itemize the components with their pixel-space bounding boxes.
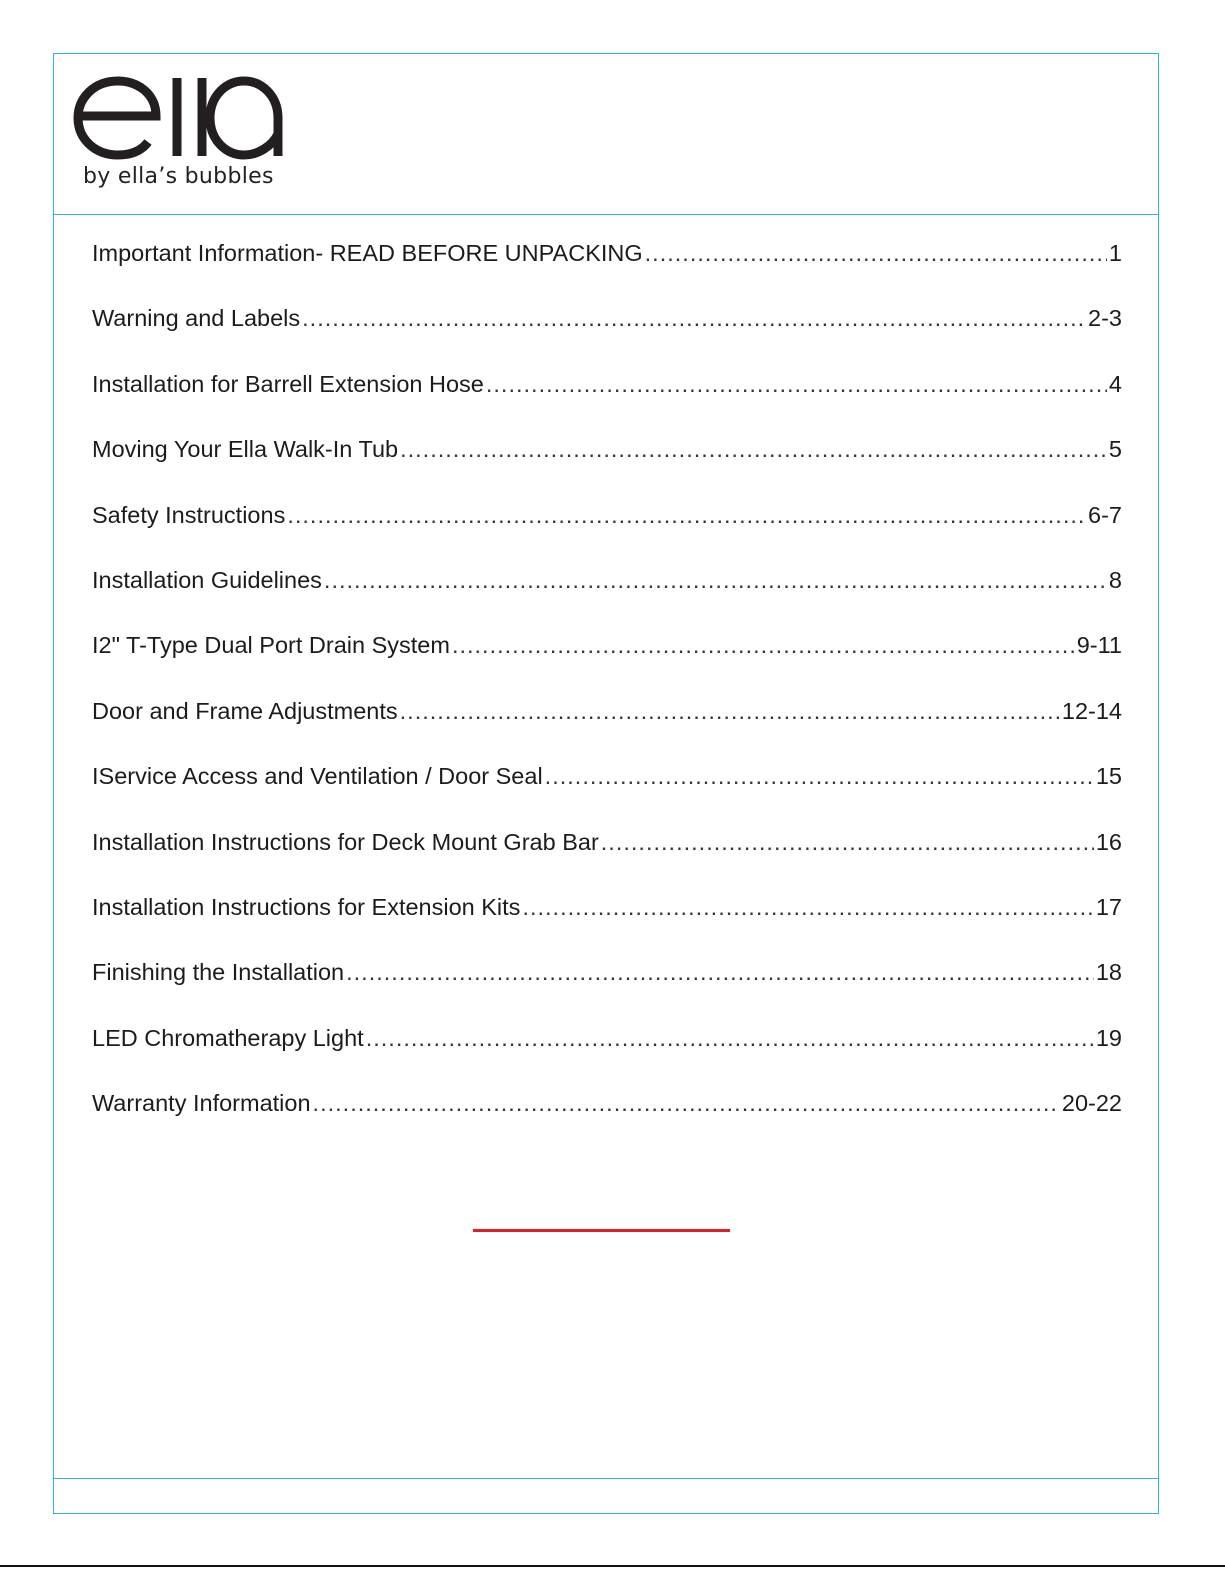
toc-entry-title: Door and Frame Adjustments — [92, 697, 398, 724]
toc-entry-page: 2-3 — [1088, 305, 1122, 332]
toc-entry[interactable] — [92, 698, 1122, 763]
toc-entry-title: Warning and Labels — [92, 305, 301, 332]
toc-entry-title: Installation for Barrell Extension Hose — [92, 370, 484, 397]
toc-entry-title: I2" T-Type Dual Port Drain System — [92, 632, 450, 659]
toc-dot-leader — [346, 959, 1094, 986]
toc-entry-title: Warranty Information — [92, 1090, 311, 1117]
toc-entry-page: 17 — [1095, 893, 1122, 920]
toc-entry-page: 20-22 — [1061, 1090, 1122, 1117]
toc-entry-title: Installation Guidelines — [92, 566, 322, 593]
toc-entry[interactable] — [92, 305, 1122, 370]
table-of-contents — [92, 240, 1122, 1155]
toc-entry-title: Finishing the Installation — [92, 959, 345, 986]
toc-entry-page: 1 — [1108, 240, 1122, 266]
footer-divider — [53, 1478, 1159, 1479]
toc-dot-leader — [452, 632, 1075, 659]
toc-dot-leader — [601, 829, 1094, 856]
page-bottom-edge — [0, 1565, 1225, 1567]
toc-entry-page: 18 — [1095, 959, 1122, 986]
toc-entry-title: IService Access and Ventilation / Door Seal — [92, 763, 543, 790]
toc-entry-title: Moving Your Ella Walk-In Tub — [92, 436, 399, 463]
toc-entry[interactable] — [92, 502, 1122, 567]
toc-entry[interactable] — [92, 567, 1122, 632]
toc-entry[interactable] — [92, 1025, 1122, 1090]
toc-entry[interactable] — [92, 894, 1122, 959]
toc-entry-page: 9-11 — [1076, 632, 1122, 659]
toc-entry[interactable] — [92, 959, 1122, 1024]
toc-entry-page: 16 — [1095, 828, 1122, 855]
toc-entry-title: Safety Instructions — [92, 501, 286, 528]
toc-entry-title: LED Chromatherapy Light — [92, 1024, 364, 1051]
toc-dot-leader — [400, 436, 1107, 463]
toc-dot-leader — [313, 1090, 1060, 1117]
toc-entry-page: 6-7 — [1088, 501, 1122, 528]
toc-dot-leader — [324, 567, 1107, 594]
toc-entry[interactable] — [92, 763, 1122, 828]
toc-entry[interactable] — [92, 829, 1122, 894]
toc-dot-leader — [366, 1025, 1094, 1052]
header-divider — [53, 214, 1159, 215]
toc-dot-leader — [486, 371, 1107, 398]
toc-entry[interactable] — [92, 1090, 1122, 1155]
ella-logo-mark — [72, 76, 292, 161]
toc-entry-page: 12-14 — [1061, 697, 1122, 724]
toc-dot-leader — [545, 763, 1094, 790]
toc-dot-leader — [645, 240, 1107, 267]
brand-logo — [72, 76, 292, 196]
toc-entry-page: 4 — [1108, 370, 1122, 397]
toc-dot-leader — [302, 305, 1086, 332]
brand-tagline: by ella’s bubbles — [83, 164, 274, 189]
toc-dot-leader — [287, 502, 1086, 529]
toc-entry[interactable] — [92, 240, 1122, 305]
toc-entry[interactable] — [92, 371, 1122, 436]
toc-entry-page: 19 — [1095, 1024, 1122, 1051]
toc-entry-page: 8 — [1108, 566, 1122, 593]
toc-entry-page: 5 — [1108, 436, 1122, 463]
toc-dot-leader — [400, 698, 1060, 725]
toc-entry-page: 15 — [1095, 763, 1122, 790]
toc-entry-title: Important Information- READ BEFORE UNPACKING — [92, 240, 643, 266]
toc-dot-leader — [522, 894, 1093, 921]
red-divider-rule — [473, 1229, 730, 1232]
toc-entry-title: Installation Instructions for Extension Kits — [92, 893, 521, 920]
toc-entry[interactable] — [92, 632, 1122, 697]
toc-entry-title: Installation Instructions for Deck Mount Grab Bar — [92, 828, 599, 855]
toc-entry[interactable] — [92, 436, 1122, 501]
